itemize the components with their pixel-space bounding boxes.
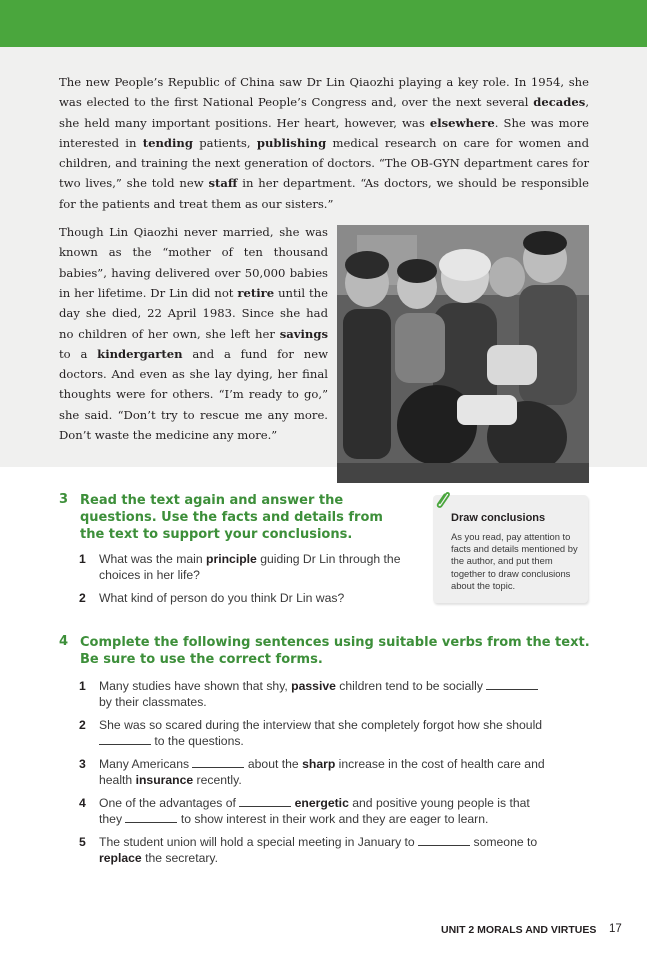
sentence-3 [79,756,549,788]
sentence-2-number: 2 [79,718,86,732]
sentence-2 [79,717,549,749]
sentence-1-number: 1 [79,679,86,693]
key-word: kindergarten [97,346,183,361]
sentence-1 [79,678,549,710]
section-3-number: 3 [59,492,69,507]
photo-dr-lin-with-children [337,225,589,483]
question-2-number: 2 [79,591,86,605]
question-1 [79,551,424,583]
key-word: staff [208,176,238,191]
key-word: publishing [256,135,327,150]
reading-passage [59,72,589,483]
sentence-3-text: Many Americans about the sharp increase in the cost of health care and health insurance recently. [99,757,545,787]
tip-text: As you read, pay attention to facts and details mentioned by the author, and put them together to draw conclusions about the topic. [451,531,578,591]
question-1-text: What was the main principle guiding Dr Lin through the choices in her life? [99,552,401,582]
key-word: elsewhere [429,115,495,130]
key-word: principle [206,552,257,566]
sentence-4-text: One of the advantages of energetic and positive young people is that they to show interest in their work and they are eager to learn. [99,796,530,826]
key-word: insurance [135,773,194,787]
sentence-5-number: 5 [79,835,86,849]
tip-title: Draw conclusions [451,512,546,524]
key-word: passive [291,679,336,693]
question-1-number: 1 [79,552,86,566]
key-word: decades [533,95,586,110]
section-3-questions [79,551,424,606]
section-4-instructions: Complete the following sentences using suitable verbs from the text. Be sure to use the correct forms. [80,635,590,667]
paperclip-icon [435,490,451,510]
key-word: savings [279,326,328,341]
key-word: energetic [294,796,349,810]
reading-paragraph-2 [59,222,589,445]
unit-title: UNIT 2 MORALS AND VIRTUES [441,924,597,936]
answer-blank[interactable] [125,811,177,823]
key-word: sharp [302,757,336,771]
top-color-band [0,0,647,47]
sentence-5-text: The student union will hold a special meeting in January to someone to replace the secretary. [99,835,538,865]
question-2 [79,590,424,606]
key-word: tending [142,135,193,150]
reading-paragraph-2-text: Though Lin Qiaozhi never married, she was known as the “mother of ten thousand babies”, having delivered over 50,000 babies in her lifetime. Dr Lin did not retire until the day she died, 22 April 1983. Since she had no children of her own, she left her savings to a kindergarten and a fund for new doctors. And even as she lay dying, her final thoughts were for others. “I’m ready to go,” she said. “Don’t try to rescue me any more. Don’t waste the medicine any more.” [59,225,328,443]
sentence-3-number: 3 [79,757,86,771]
answer-blank[interactable] [99,733,151,745]
reading-paragraph-1: The new People’s Republic of China saw Dr Lin Qiaozhi playing a key role. In 1954, she was elected to the first National People’s Congress and, over the next several decades, she held many important positions. Her heart, however, was elsewhere. She was more interested in tending patients, publishing medical research on care for women and children, and training the next generation of doctors. “The OB-GYN department cares for two lives,” she told new staff in her department. “As doctors, we should be responsible for the patients and treat them as our sisters.” [59,75,589,211]
answer-blank[interactable] [239,795,291,807]
sentence-1-text: Many studies have shown that shy, passive children tend to be socially by their classmates. [99,679,538,709]
key-word: retire [237,285,275,300]
page-number: 17 [609,923,622,935]
section-4-number: 4 [59,634,69,649]
answer-blank[interactable] [418,834,470,846]
sentence-4-number: 4 [79,796,86,810]
question-2-text: What kind of person do you think Dr Lin was? [99,591,345,605]
key-word: replace [99,851,142,865]
sentence-4 [79,795,549,827]
section-3-instructions: Read the text again and answer the questions. Use the facts and details from the text to support your conclusions. [80,493,383,542]
sentence-2-text: She was so scared during the interview that she completely forgot how she should to the questions. [99,718,543,748]
sentence-5 [79,834,549,866]
answer-blank[interactable] [486,678,538,690]
section-4-items [79,678,549,866]
answer-blank[interactable] [192,756,244,768]
